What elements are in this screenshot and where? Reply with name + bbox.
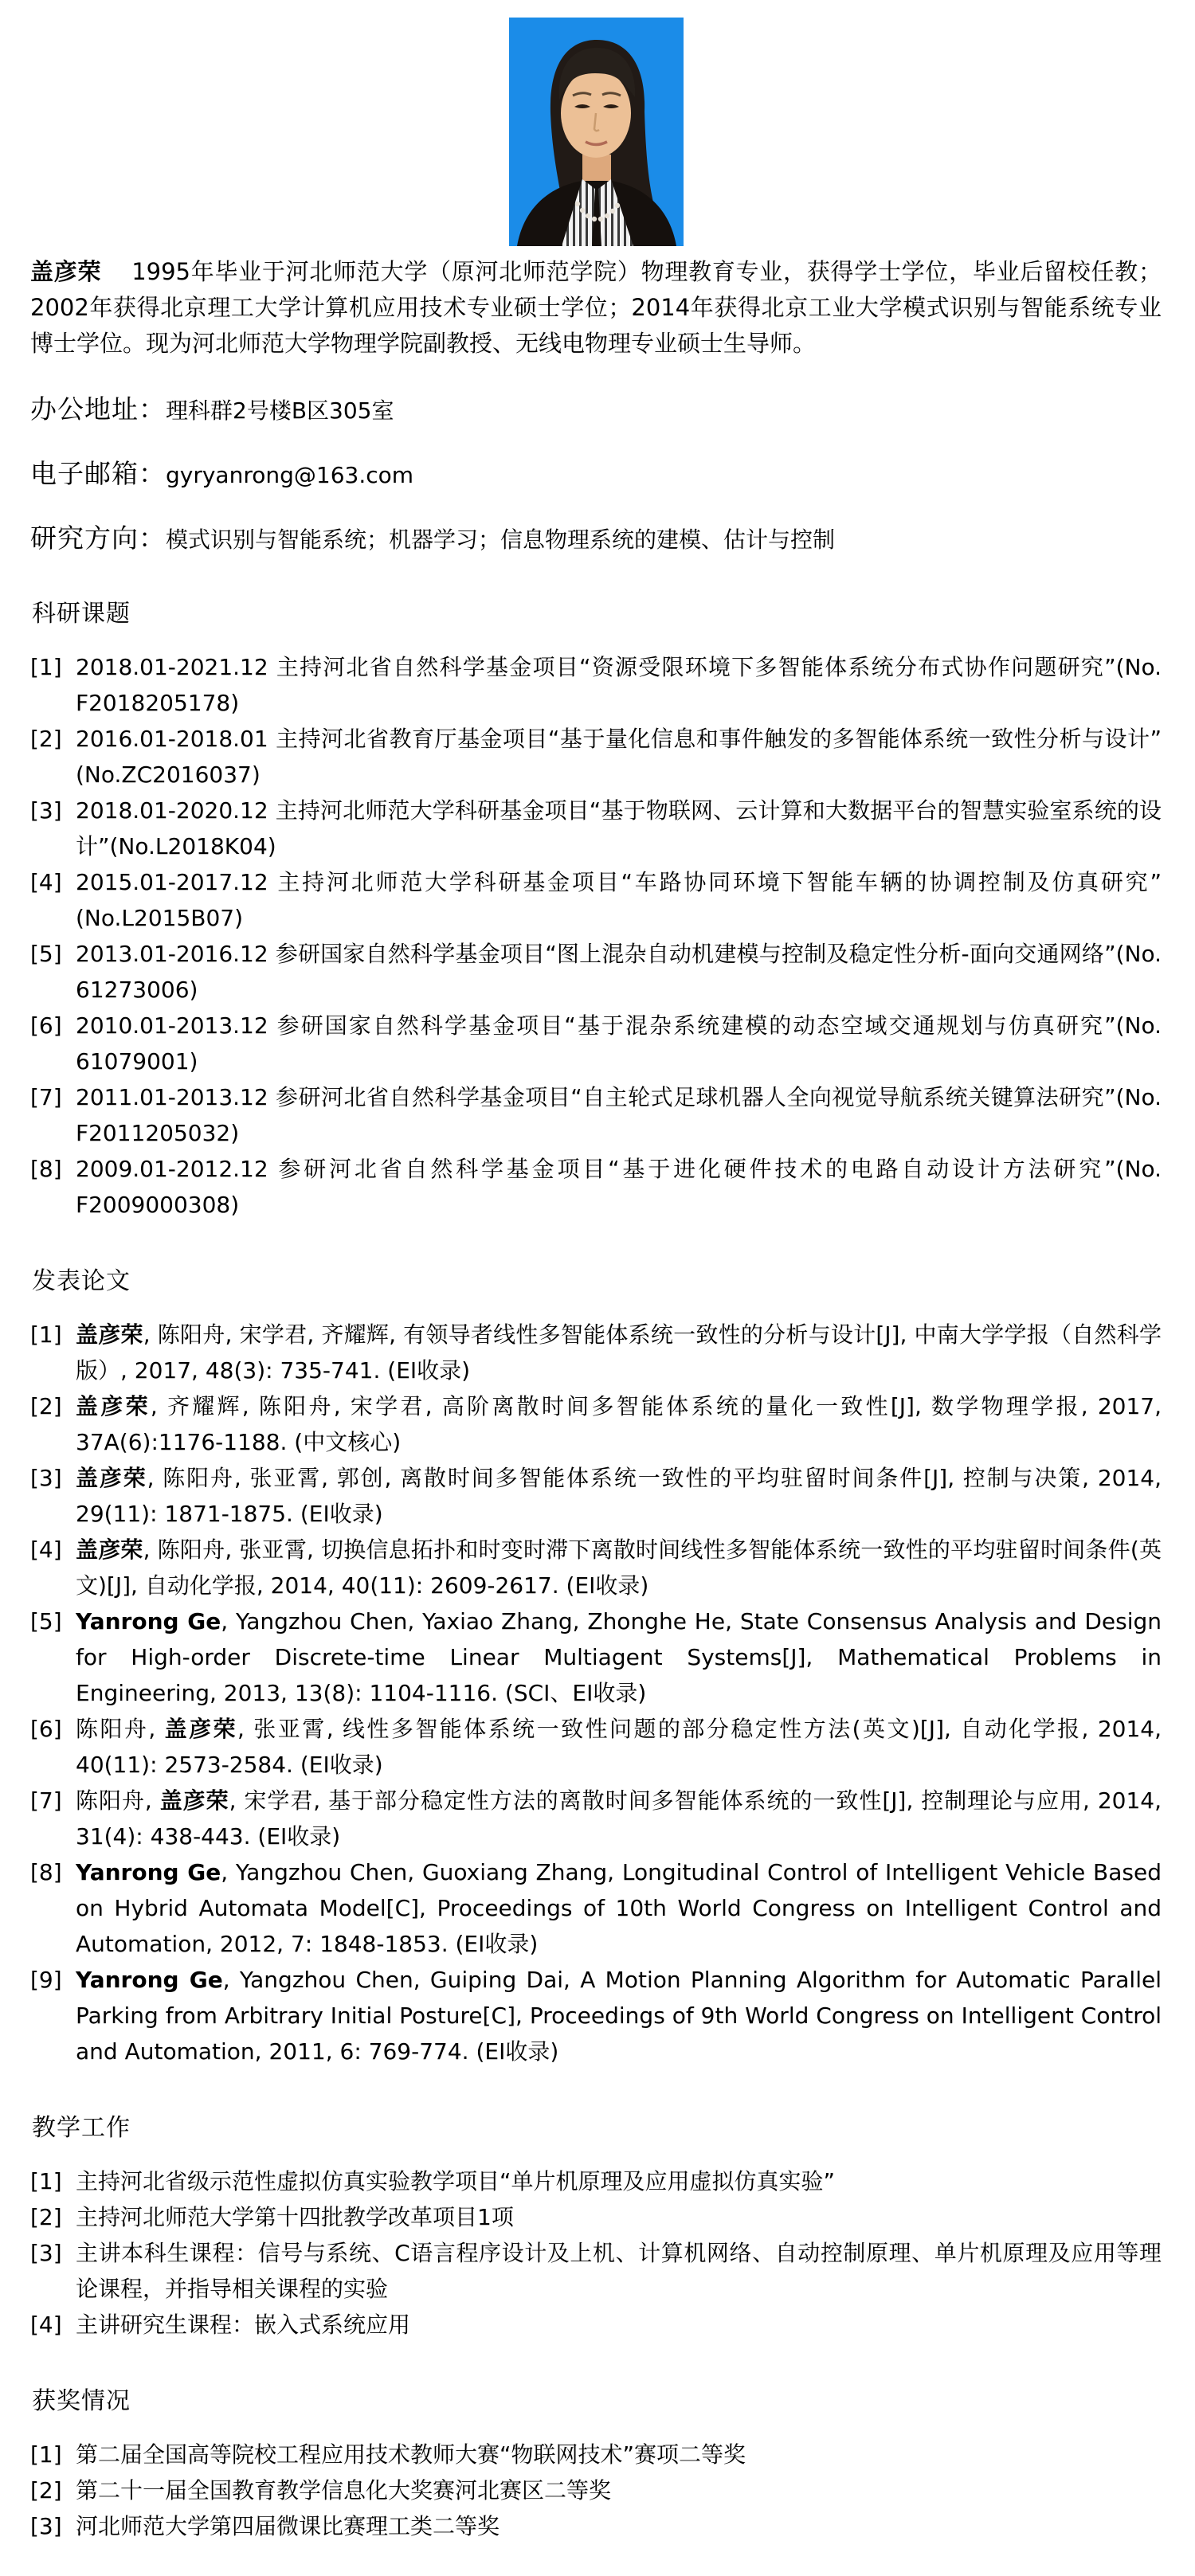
item-text: 2015.01-2017.12 主持河北师范大学科研基金项目“车路协同环境下智能车辆的协调控制及仿真研究”(No.L2015B07) bbox=[76, 869, 1162, 931]
item-text: 2010.01-2013.12 参研国家自然科学基金项目“基于混杂系统建模的动态空域交通规划与仿真研究”(No. 61079001) bbox=[76, 1012, 1162, 1075]
publication-item bbox=[30, 1854, 1162, 1962]
item-index: [7] bbox=[30, 1787, 62, 1814]
section-title-teaching: 教学工作 bbox=[32, 2114, 131, 2142]
item-text: 陈阳舟, 盖彦荣, 宋学君, 基于部分稳定性方法的离散时间多智能体系统的一致性[J], 控制理论与应用, 2014, 31(4): 438-443. (EI收录) bbox=[76, 1787, 1162, 1850]
project-item bbox=[30, 1151, 1162, 1223]
item-text: 主讲研究生课程：嵌入式系统应用 bbox=[76, 2312, 411, 2338]
bio-text: 1995年毕业于河北师范大学（原河北师范学院）物理教育专业，获得学士学位，毕业后留校任教；2002年获得北京理工大学计算机应用技术专业硕士学位；2014年获得北京工业大学模式识别与智能系统专业博士学位。现为河北师范大学物理学院副教授、无线电物理专业硕士生导师。 bbox=[30, 258, 1162, 357]
bio-paragraph bbox=[30, 254, 1162, 362]
project-item bbox=[30, 721, 1162, 793]
item-text: 盖彦荣, 齐耀辉, 陈阳舟, 宋学君, 高阶离散时间多智能体系统的量化一致性[J], 数学物理学报, 2017, 37A(6):1176-1188. (中文核心) bbox=[76, 1393, 1162, 1455]
project-item bbox=[30, 649, 1162, 721]
email-label: 电子邮箱： bbox=[30, 458, 166, 489]
item-text: 2013.01-2016.12 参研国家自然科学基金项目“图上混杂自动机建模与控制及稳定性分析-面向交通网络”(No. 61273006) bbox=[76, 941, 1162, 1003]
section-title-awards: 获奖情况 bbox=[32, 2387, 131, 2415]
item-index: [2] bbox=[30, 1393, 62, 1419]
award-item bbox=[30, 2437, 1162, 2472]
item-text: 2009.01-2012.12 参研河北省自然科学基金项目“基于进化硬件技术的电路自动设计方法研究”(No. F2009000308) bbox=[76, 1156, 1162, 1218]
item-index: [5] bbox=[30, 1608, 62, 1634]
item-index: [2] bbox=[30, 726, 62, 752]
item-text: 河北师范大学第四届微课比赛理工类二等奖 bbox=[76, 2513, 500, 2539]
item-index: [3] bbox=[30, 2240, 62, 2266]
email-row bbox=[30, 453, 1162, 491]
publication-item bbox=[30, 1388, 1162, 1460]
publication-item bbox=[30, 1962, 1162, 2069]
research-direction-label: 研究方向： bbox=[30, 523, 166, 554]
item-index: [4] bbox=[30, 869, 62, 895]
item-text: 主讲本科生课程：信号与系统、C语言程序设计及上机、计算机网络、自动控制原理、单片机原理及应用等理论课程，并指导相关课程的实验 bbox=[76, 2240, 1162, 2302]
publications-list bbox=[30, 1317, 1162, 2069]
item-text: 盖彦荣, 陈阳舟, 宋学君, 齐耀辉, 有领导者线性多智能体系统一致性的分析与设计[J], 中南大学学报（自然科学版）, 2017, 48(3): 735-741. (EI收录) bbox=[76, 1321, 1162, 1384]
awards-list bbox=[30, 2437, 1162, 2544]
item-text: 2018.01-2021.12 主持河北省自然科学基金项目“资源受限环境下多智能体系统分布式协作问题研究”(No. F2018205178) bbox=[76, 654, 1162, 716]
item-index: [4] bbox=[30, 2312, 62, 2338]
teaching-item bbox=[30, 2235, 1162, 2307]
section-publications bbox=[30, 1261, 1162, 2069]
item-index: [7] bbox=[30, 1084, 62, 1110]
section-title-projects: 科研课题 bbox=[32, 600, 131, 628]
item-text: 2016.01-2018.01 主持河北省教育厅基金项目“基于量化信息和事件触发的多智能体系统一致性分析与设计”(No.ZC2016037) bbox=[76, 726, 1162, 788]
item-index: [3] bbox=[30, 1465, 62, 1491]
office-address-value: 理科群2号楼B区305室 bbox=[166, 397, 394, 424]
item-text: Yanrong Ge, Yangzhou Chen, Guoxiang Zhang, Longitudinal Control of Intelligent Vehicle Based on Hybrid Automata Model[C], Proceedings of 10th World Congress on Intelligent Control and Automation, 2012, 7: 1848-1853. (EI收录) bbox=[76, 1859, 1162, 1957]
item-index: [1] bbox=[30, 654, 62, 680]
project-item bbox=[30, 864, 1162, 936]
person-name: 盖彦荣 bbox=[30, 258, 102, 285]
office-address-row bbox=[30, 389, 1162, 426]
item-text: 陈阳舟, 盖彦荣, 张亚霄, 线性多智能体系统一致性问题的部分稳定性方法(英文)[J], 自动化学报, 2014, 40(11): 2573-2584. (EI收录) bbox=[76, 1716, 1162, 1778]
teaching-item bbox=[30, 2307, 1162, 2343]
section-research-projects bbox=[30, 593, 1162, 1223]
item-text: 主持河北省级示范性虚拟仿真实验教学项目“单片机原理及应用虚拟仿真实验” bbox=[76, 2168, 836, 2194]
award-item bbox=[30, 2508, 1162, 2544]
item-index: [1] bbox=[30, 2168, 62, 2194]
item-index: [9] bbox=[30, 1967, 62, 1993]
project-item bbox=[30, 1008, 1162, 1079]
item-index: [2] bbox=[30, 2204, 62, 2230]
item-index: [8] bbox=[30, 1859, 62, 1885]
publication-item bbox=[30, 1317, 1162, 1388]
item-index: [1] bbox=[30, 1321, 62, 1348]
item-text: Yanrong Ge, Yangzhou Chen, Yaxiao Zhang, Zhonghe He, State Consensus Analysis and Design for High-order Discrete-time Linear Multiagent Systems[J], Mathematical Problems in Engineering, 2013, 13(8): 1104-1116. (SCI、EI收录) bbox=[76, 1608, 1162, 1706]
item-text: 2018.01-2020.12 主持河北师范大学科研基金项目“基于物联网、云计算和大数据平台的智慧实验室系统的设计”(No.L2018K04) bbox=[76, 797, 1162, 859]
project-item bbox=[30, 793, 1162, 864]
item-index: [5] bbox=[30, 941, 62, 967]
item-text: 盖彦荣, 陈阳舟, 张亚霄, 郭创, 离散时间多智能体系统一致性的平均驻留时间条件[J], 控制与决策, 2014, 29(11): 1871-1875. (EI收录) bbox=[76, 1465, 1162, 1527]
item-text: 主持河北师范大学第十四批教学改革项目1项 bbox=[76, 2204, 514, 2230]
teaching-list bbox=[30, 2163, 1162, 2343]
item-index: [1] bbox=[30, 2441, 62, 2468]
research-direction-row bbox=[30, 518, 1162, 555]
email-value: gyryanrong@163.com bbox=[166, 462, 414, 488]
item-index: [4] bbox=[30, 1537, 62, 1563]
item-text: 盖彦荣, 陈阳舟, 张亚霄, 切换信息拓扑和时变时滞下离散时间线性多智能体系统一致性的平均驻留时间条件(英文)[J], 自动化学报, 2014, 40(11): 2609-2617. (EI收录) bbox=[76, 1537, 1162, 1599]
publication-item bbox=[30, 1603, 1162, 1711]
item-index: [3] bbox=[30, 2513, 62, 2539]
item-index: [3] bbox=[30, 797, 62, 824]
projects-list bbox=[30, 649, 1162, 1223]
project-item bbox=[30, 936, 1162, 1008]
publication-item bbox=[30, 1460, 1162, 1532]
portrait-illustration bbox=[509, 18, 684, 246]
teaching-item bbox=[30, 2163, 1162, 2199]
publication-item bbox=[30, 1532, 1162, 1603]
teaching-item bbox=[30, 2199, 1162, 2235]
section-teaching bbox=[30, 2108, 1162, 2343]
publication-item bbox=[30, 1711, 1162, 1783]
award-item bbox=[30, 2472, 1162, 2508]
item-text: Yanrong Ge, Yangzhou Chen, Guiping Dai, A Motion Planning Algorithm for Automatic Parallel Parking from Arbitrary Initial Posture[C], Proceedings of 9th World Congress on Intelligent Control and Automation, 2011, 6: 769-774. (EI收录) bbox=[76, 1967, 1162, 2065]
item-index: [6] bbox=[30, 1716, 62, 1742]
item-index: [8] bbox=[30, 1156, 62, 1182]
project-item bbox=[30, 1079, 1162, 1151]
item-text: 第二届全国高等院校工程应用技术教师大赛“物联网技术”赛项二等奖 bbox=[76, 2441, 746, 2468]
item-index: [2] bbox=[30, 2477, 62, 2504]
office-address-label: 办公地址： bbox=[30, 393, 166, 425]
section-awards bbox=[30, 2381, 1162, 2544]
profile-photo bbox=[509, 18, 684, 246]
research-direction-value: 模式识别与智能系统；机器学习；信息物理系统的建模、估计与控制 bbox=[166, 527, 836, 553]
item-index: [6] bbox=[30, 1012, 62, 1039]
item-text: 第二十一届全国教育教学信息化大奖赛河北赛区二等奖 bbox=[76, 2477, 612, 2504]
publication-item bbox=[30, 1783, 1162, 1854]
item-text: 2011.01-2013.12 参研河北省自然科学基金项目“自主轮式足球机器人全向视觉导航系统关键算法研究”(No. F2011205032) bbox=[76, 1084, 1162, 1146]
section-title-publications: 发表论文 bbox=[32, 1267, 131, 1295]
